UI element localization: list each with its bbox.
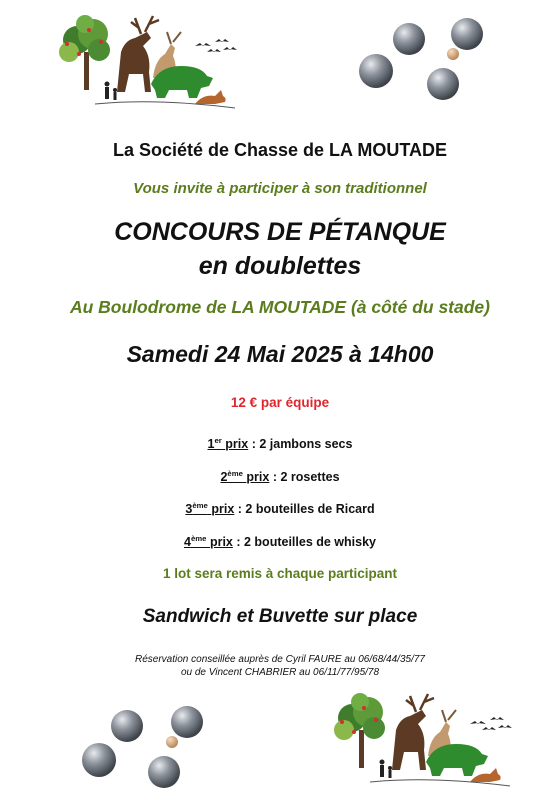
boule-1 [111,710,143,742]
hare-illustration [195,90,226,104]
event-title: CONCOURS DE PÉTANQUE [114,218,446,246]
birds-illustration [470,717,512,730]
reservation-line-1: Réservation conseillée auprès de Cyril FAURE au 06/68/44/35/77 [135,654,425,665]
cochonnet [447,48,459,60]
event-subtitle: en doublettes [198,252,362,280]
hunter-illustration [105,82,118,101]
event-date: Samedi 24 Mai 2025 à 14h00 [126,341,434,367]
boule-4 [148,756,180,788]
lot-line: 1 lot sera remis à chaque participant [162,566,398,581]
boule-3 [359,54,393,88]
boule-1 [393,23,425,55]
invite-line: Vous invite à participer à son traditionnel [133,180,427,197]
boule-2 [171,706,203,738]
hunting-illustration-bottom [330,690,515,790]
prize-4: 4ème prix : 2 bouteilles de whisky [184,534,376,550]
deer-illustration [117,16,159,92]
tree-illustration [334,693,385,768]
venue: Au Boulodrome de LA MOUTADE (à côté du stade) [69,297,490,317]
boule-3 [82,743,116,777]
birds-illustration [195,39,237,52]
tree-illustration [59,15,110,90]
prize-1: 1er prix : 2 jambons secs [207,436,353,452]
prize-3: 3ème prix : 2 bouteilles de Ricard [185,501,375,517]
boules-illustration-bottom [75,700,225,795]
reservation-line-2: ou de Vincent CHABRIER au 06/11/77/95/78 [180,667,380,678]
boules-illustration-top [352,12,502,107]
cochonnet [166,736,178,748]
prize-2: 2ème prix : 2 rosettes [220,469,340,485]
hunting-illustration-top [55,12,240,112]
price: 12 € par équipe [230,395,330,410]
food-line: Sandwich et Buvette sur place [142,606,418,627]
deer-illustration [392,694,434,770]
organizer: La Société de Chasse de LA MOUTADE [112,140,448,160]
hunter-illustration [380,760,393,779]
boule-2 [451,18,483,50]
hare-illustration [470,768,501,782]
boule-4 [427,68,459,100]
